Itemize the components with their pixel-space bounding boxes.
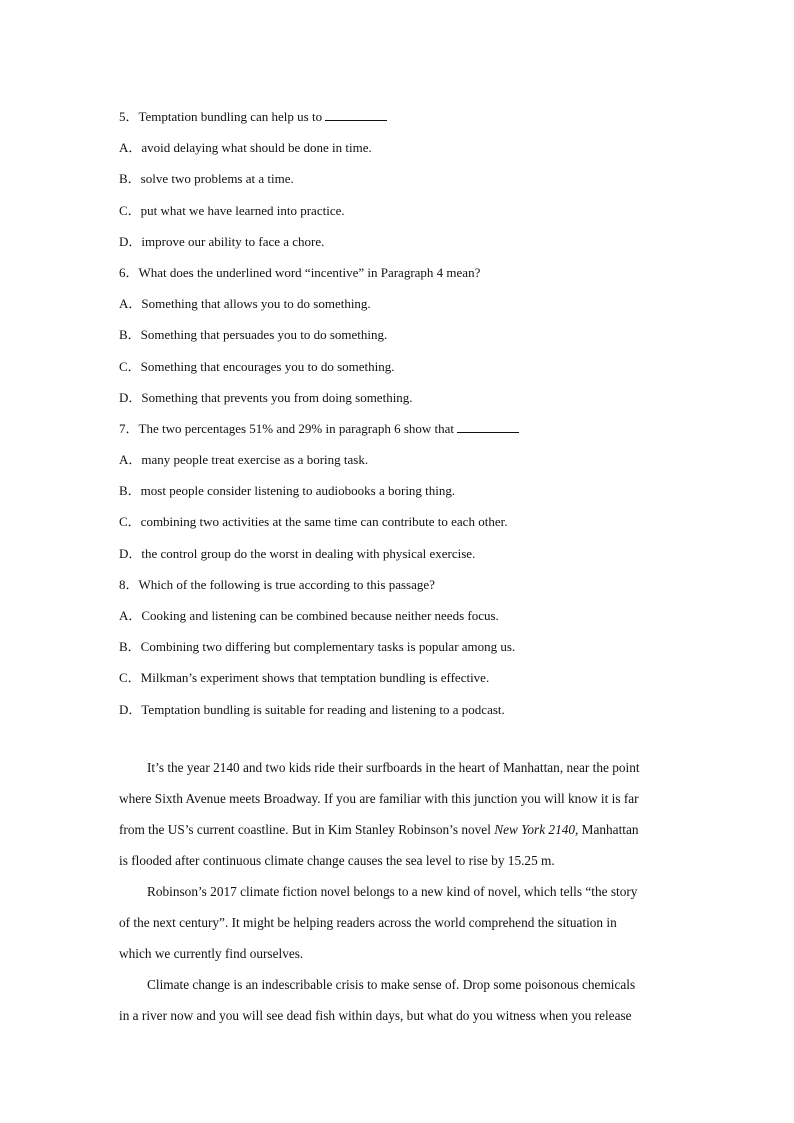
question-8-option-b: B．Combining two differing but complementary tasks is popular among us. xyxy=(119,639,516,655)
answer-blank xyxy=(457,420,519,433)
question-6-option-d: D．Something that prevents you from doing something. xyxy=(119,389,413,405)
question-5-text: 5．Temptation bundling can help us to xyxy=(119,109,326,124)
passage-line: where Sixth Avenue meets Broadway. If you are familiar with this junction you will know it is far xyxy=(119,791,639,806)
question-7-option-a: A．many people treat exercise as a boring task. xyxy=(119,452,369,468)
question-8-option-a: A．Cooking and listening can be combined because neither needs focus. xyxy=(119,608,499,623)
passage-line: in a river now and you will see dead fish within days, but what do you witness when you release xyxy=(119,1008,632,1023)
passage-line: of the next century”. It might be helping readers across the world comprehend the situation in xyxy=(119,915,617,930)
passage-text: , Manhattan xyxy=(575,822,639,837)
question-7-text: 7．The two percentages 51% and 29% in paragraph 6 show that xyxy=(119,420,458,436)
passage-line: is flooded after continuous climate change causes the sea level to rise by 15.25 m. xyxy=(119,853,555,868)
question-6-stem: 6．What does the underlined word “incentive” in Paragraph 4 mean? xyxy=(119,264,481,280)
question-7-option-c: C．combining two activities at the same time can contribute to each other. xyxy=(119,514,508,530)
question-6-option-c: C．Something that encourages you to do something. xyxy=(119,358,395,374)
passage-text: from the US’s current coastline. But in Kim Stanley Robinson’s novel xyxy=(119,822,495,837)
passage-line: Robinson’s 2017 climate fiction novel belongs to a new kind of novel, which tells “the story xyxy=(147,884,638,899)
question-5-option-c: C．put what we have learned into practice. xyxy=(119,202,345,218)
passage-paragraph-2 xyxy=(119,876,671,969)
question-7-option-b: B．most people consider listening to audiobooks a boring thing. xyxy=(119,483,456,499)
passage-paragraph-1 xyxy=(119,752,671,876)
question-6-option-a: A．Something that allows you to do something. xyxy=(119,296,371,312)
question-6-option-b: B．Something that persuades you to do something. xyxy=(119,327,388,343)
question-7-option-d: D．the control group do the worst in dealing with physical exercise. xyxy=(119,545,476,561)
question-8-option-d: D．Temptation bundling is suitable for reading and listening to a podcast. xyxy=(119,701,505,717)
answer-blank xyxy=(325,108,387,121)
passage-paragraph-3 xyxy=(119,969,671,1031)
question-8-option-c: C．Milkman’s experiment shows that temptation bundling is effective. xyxy=(119,670,490,686)
passage-line xyxy=(119,814,671,845)
passage-line: Climate change is an indescribable crisis to make sense of. Drop some poisonous chemicals xyxy=(147,977,636,992)
question-5-stem xyxy=(119,101,679,132)
questions-section xyxy=(119,101,679,725)
reading-passage xyxy=(119,752,671,1031)
question-7-stem xyxy=(119,413,679,444)
novel-title: New York 2140 xyxy=(494,822,576,837)
question-5-option-b: B．solve two problems at a time. xyxy=(119,171,294,187)
passage-line: It’s the year 2140 and two kids ride their surfboards in the heart of Manhattan, near the point xyxy=(147,760,640,775)
question-5-option-d: D．improve our ability to face a chore. xyxy=(119,233,325,249)
question-8-stem: 8．Which of the following is true according to this passage? xyxy=(119,576,435,592)
question-5-option-a: A．avoid delaying what should be done in time. xyxy=(119,140,372,156)
passage-line: which we currently find ourselves. xyxy=(119,946,304,961)
